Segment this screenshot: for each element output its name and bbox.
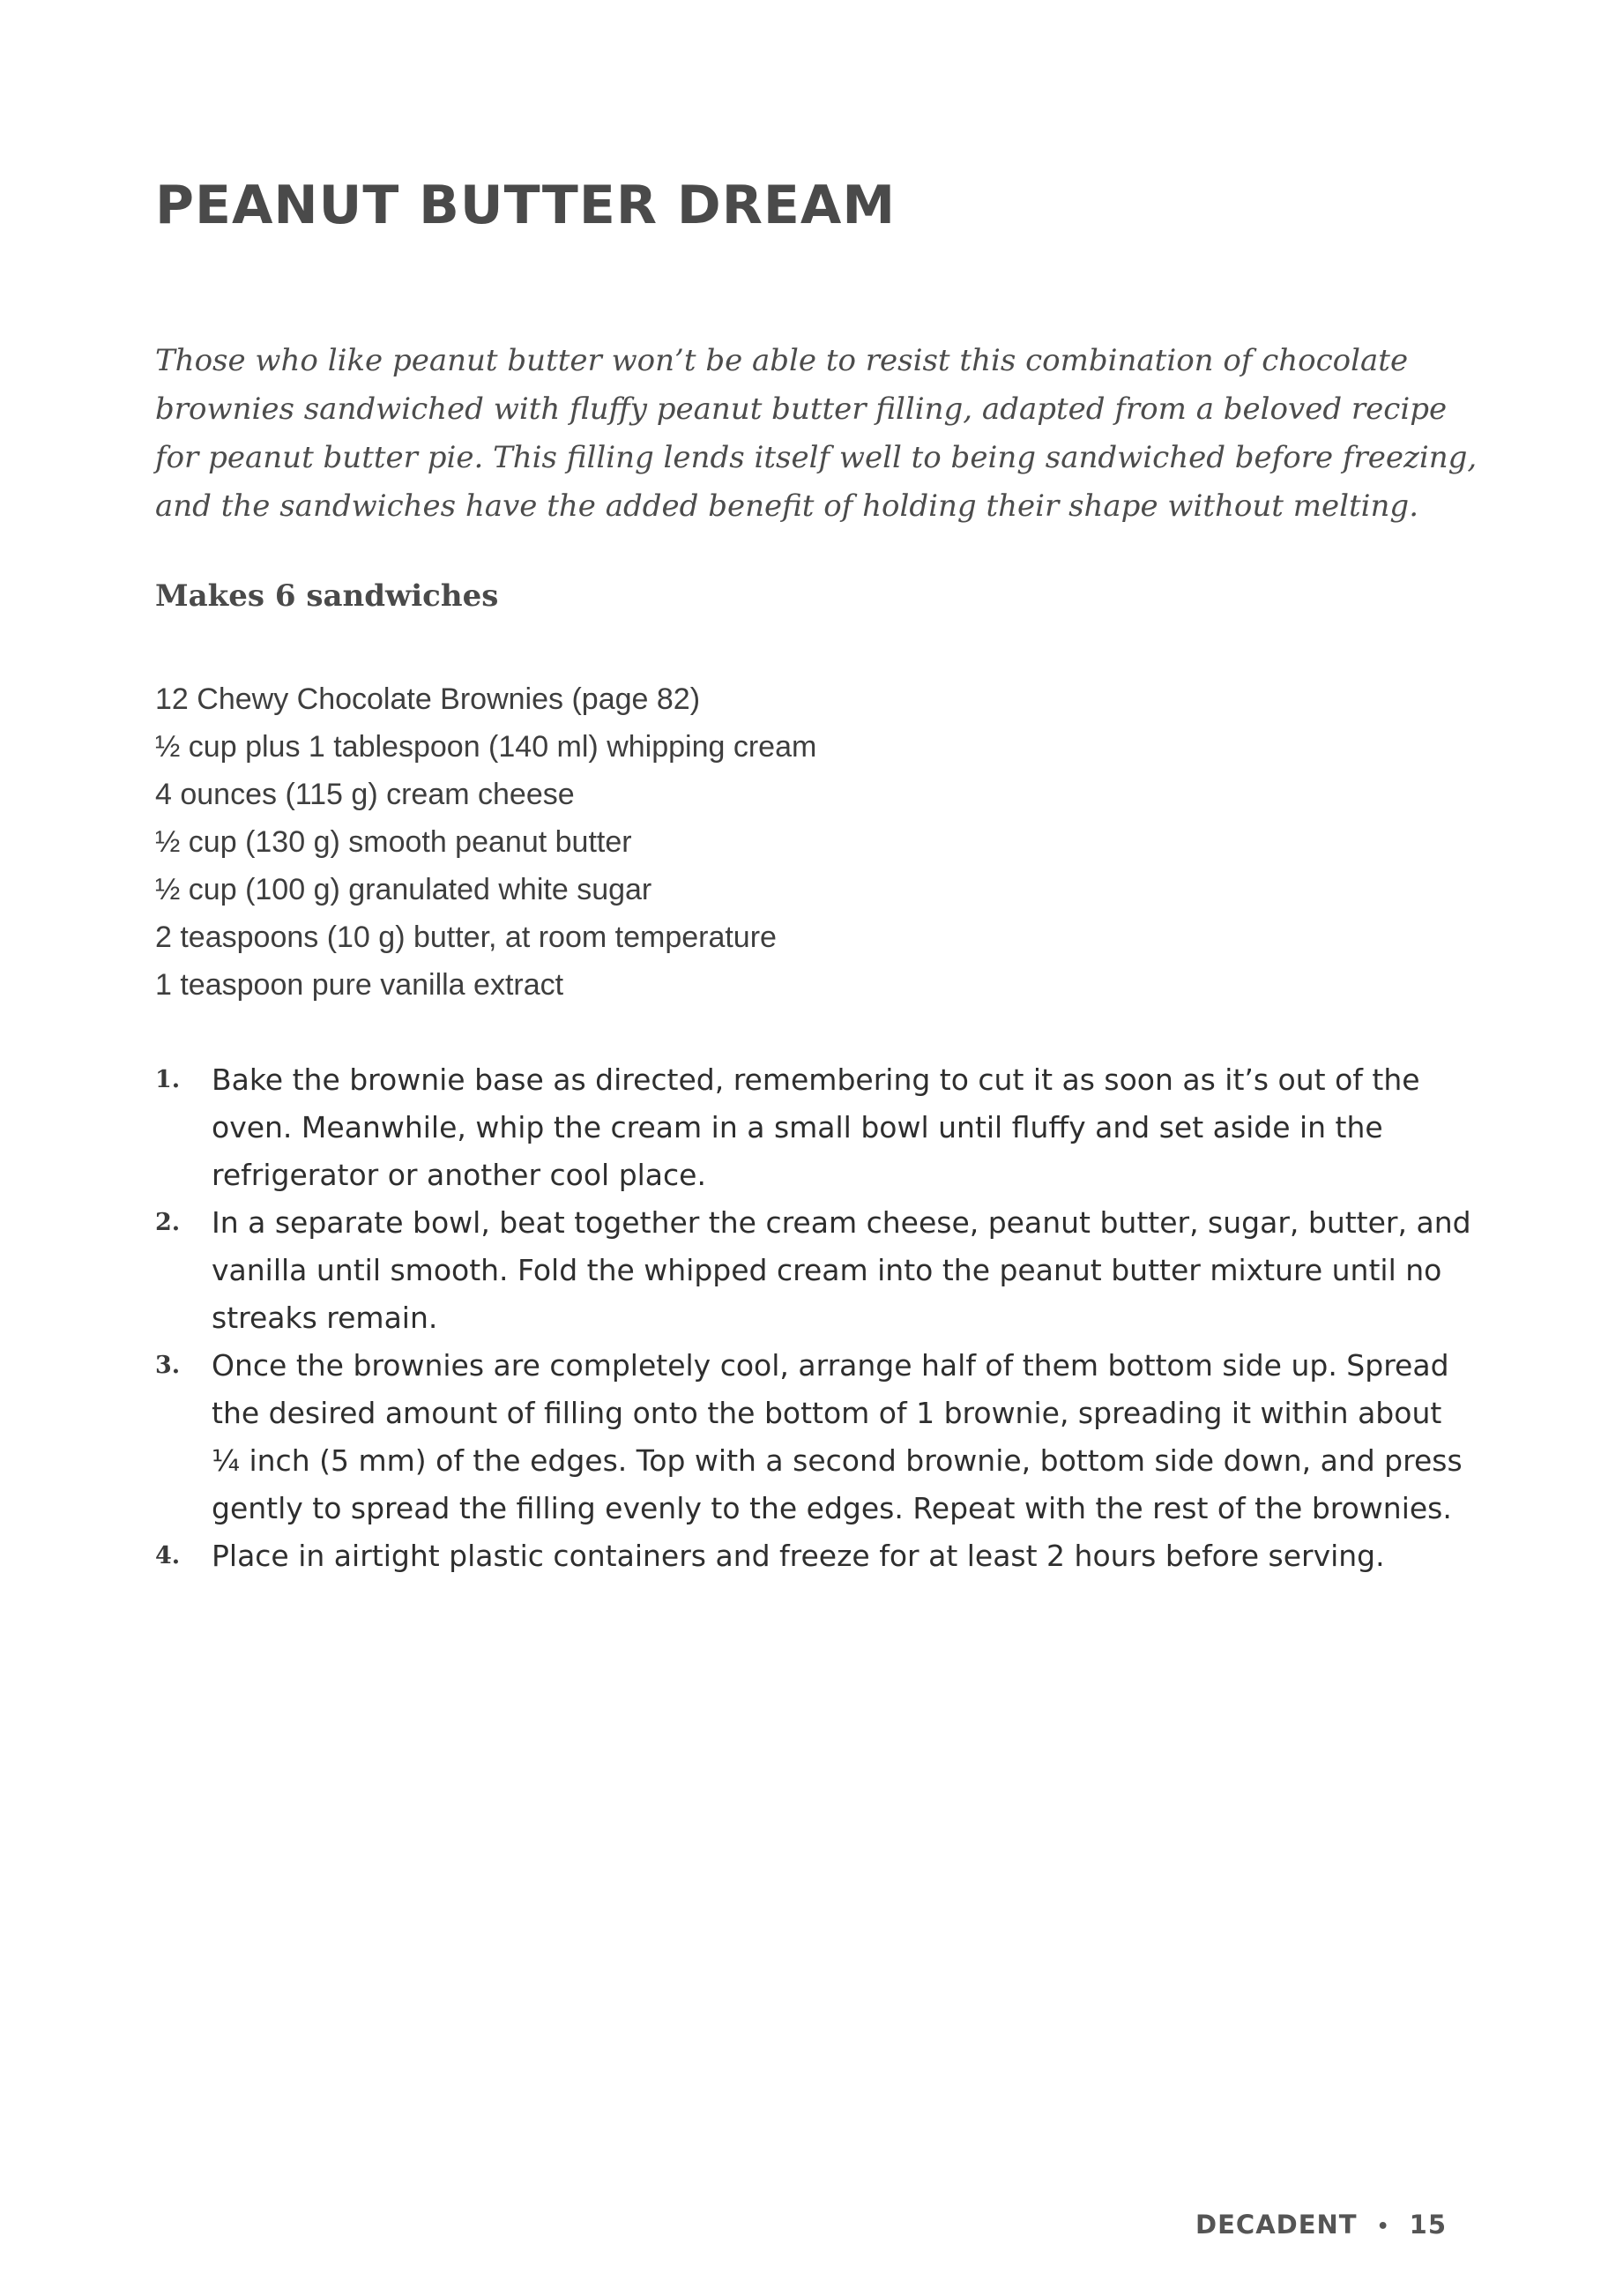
step-number: 3.: [155, 1352, 181, 1379]
ingredient-item: ½ cup plus 1 tablespoon (140 ml) whipping cream: [155, 730, 817, 764]
instruction-step: [155, 1342, 1478, 1532]
instruction-list: [155, 1056, 1478, 1580]
section-name: DECADENT: [1195, 2210, 1358, 2240]
recipe-title: PEANUT BUTTER DREAM: [155, 175, 897, 236]
ingredient-list: [155, 675, 816, 1009]
recipe-yield: Makes 6 sandwiches: [155, 578, 499, 614]
ingredient-item: 12 Chewy Chocolate Brownies (page 82): [155, 682, 701, 716]
step-text: In a separate bowl, beat together the cream cheese, peanut butter, sugar, butter, and vanilla until smooth. Fold the whipped cream into the peanut butter mixture until no streaks remain.: [212, 1205, 1471, 1335]
page-footer: [1195, 2210, 1447, 2240]
step-text: Place in airtight plastic containers and freeze for at least 2 hours before serving.: [212, 1539, 1385, 1573]
ingredient-item: ½ cup (100 g) granulated white sugar: [155, 873, 652, 906]
step-text: Bake the brownie base as directed, remembering to cut it as soon as it’s out of the oven. Meanwhile, whip the cream in a small bowl until fluffy and set aside in the refrigerator or another cool place.: [212, 1062, 1420, 1192]
instruction-step: [155, 1056, 1478, 1199]
bullet-separator: •: [1376, 2215, 1390, 2238]
step-number: 4.: [155, 1542, 181, 1569]
ingredient-item: 1 teaspoon pure vanilla extract: [155, 968, 564, 1002]
instruction-step: [155, 1199, 1478, 1342]
instruction-step: [155, 1532, 1478, 1580]
ingredient-item: 2 teaspoons (10 g) butter, at room temperature: [155, 921, 777, 954]
step-text: Once the brownies are completely cool, arrange half of them bottom side up. Spread the desired amount of filling onto the bottom of 1 brownie, spreading it within about ¼ inch (5 mm) of the edges. Top with a second brownie, bottom side down, and press gently to spread the filling evenly to the edges. Repeat with the rest of the brownies.: [212, 1348, 1463, 1525]
step-number: 1.: [155, 1066, 181, 1093]
ingredient-item: 4 ounces (115 g) cream cheese: [155, 778, 575, 811]
ingredient-item: ½ cup (130 g) smooth peanut butter: [155, 825, 632, 859]
step-number: 2.: [155, 1209, 181, 1236]
recipe-intro: Those who like peanut butter won’t be able to resist this combination of chocolate brownies sandwiched with fluffy peanut butter filling, adapted from a beloved recipe for peanut butter pie. This filling lends itself well to being sandwiched before freezing, and the sandwiches have the added benefit of holding their shape without melting.: [155, 343, 1478, 524]
page-number: 15: [1409, 2210, 1447, 2240]
